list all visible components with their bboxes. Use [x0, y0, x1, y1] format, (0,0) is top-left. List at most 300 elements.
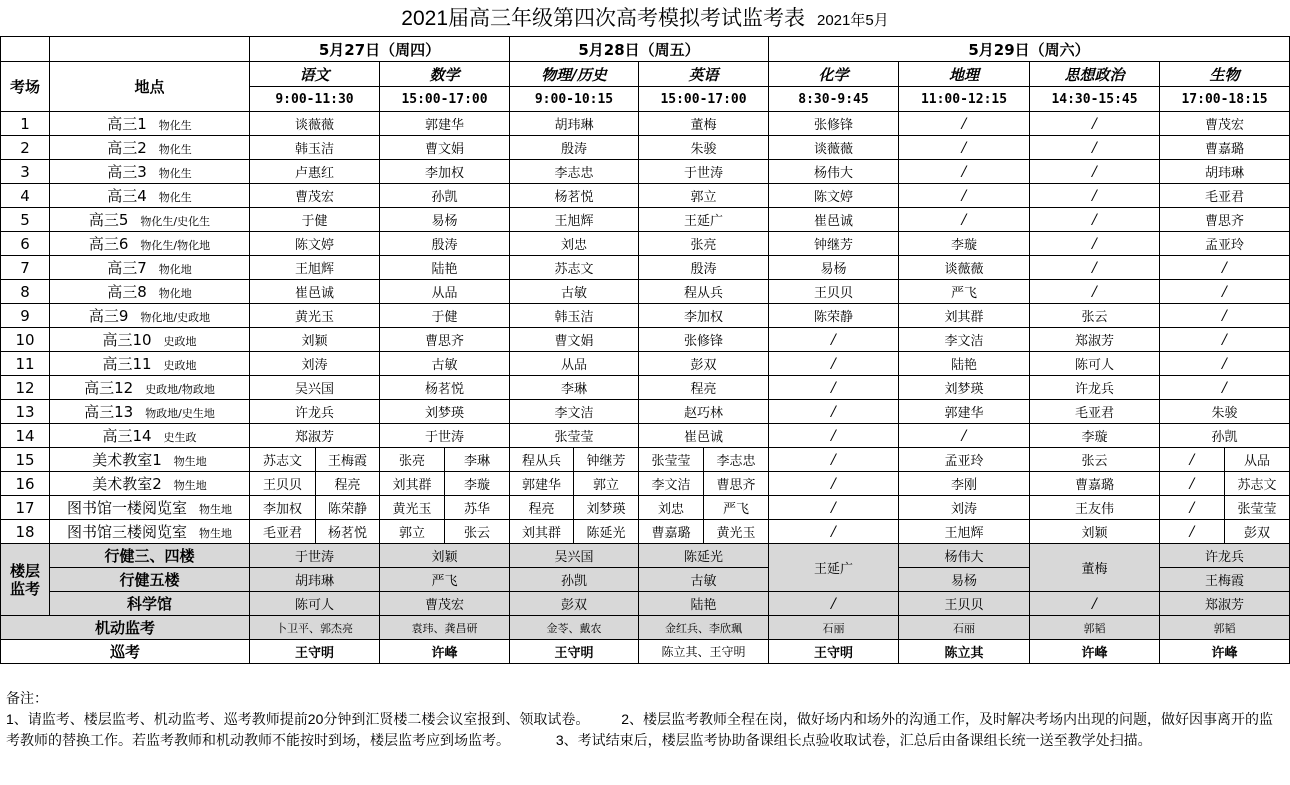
- invigilator-cell: 陆艳: [899, 352, 1030, 376]
- room-name: 高三3: [107, 163, 147, 181]
- room-tag: 物生地: [173, 479, 207, 492]
- invigilator-cell: 苏华: [445, 496, 510, 520]
- floor-row: [1, 592, 1290, 616]
- patrol-cell: 陈立其、王守明: [639, 640, 769, 664]
- room-name: 高三10: [102, 331, 152, 349]
- room-location: [50, 496, 250, 520]
- room-row: [1, 280, 1290, 304]
- invigilator-cell: 郭建华: [380, 112, 510, 136]
- title-date: 2021年5月: [817, 12, 889, 29]
- room-row: [1, 256, 1290, 280]
- invigilator-cell: 殷涛: [639, 256, 769, 280]
- patrol-cell: 陈立其: [899, 640, 1030, 664]
- patrol-cell: 许峰: [1030, 640, 1160, 664]
- time-header: 11:00-12:15: [899, 87, 1030, 112]
- invigilator-cell: 曹思齐: [704, 472, 769, 496]
- invigilator-cell: 李加权: [380, 160, 510, 184]
- invigilator-cell: /: [769, 496, 899, 520]
- invigilator-cell: 于世涛: [380, 424, 510, 448]
- invigilator-cell: /: [899, 136, 1030, 160]
- room-location: [50, 304, 250, 328]
- invigilator-cell: 王旭辉: [510, 208, 639, 232]
- room-tag: 物化生: [158, 119, 192, 132]
- invigilator-cell: 刘涛: [899, 496, 1030, 520]
- room-name: 美术教室1: [92, 451, 162, 469]
- invigilator-cell: /: [1030, 256, 1160, 280]
- invigilator-cell: 卢惠红: [250, 160, 380, 184]
- room-name: 图书馆一楼阅览室: [66, 499, 187, 517]
- room-tag: 物化生/史化生: [140, 215, 211, 228]
- room-tag: 史生政: [163, 431, 197, 444]
- floor-label: 楼层监考: [1, 544, 50, 616]
- invigilator-cell: 刘梦瑛: [574, 496, 639, 520]
- invigilator-cell: 郭立: [380, 520, 445, 544]
- room-number: 5: [1, 208, 50, 232]
- invigilator-cell: /: [769, 376, 899, 400]
- invigilator-cell: 谈薇薇: [769, 136, 899, 160]
- subject-header: 思想政治: [1030, 62, 1160, 87]
- invigilator-cell: 郑淑芳: [250, 424, 380, 448]
- room-name: 高三5: [88, 211, 129, 229]
- invigilator-cell: 朱骏: [1160, 400, 1290, 424]
- invigilator-cell: 谈薇薇: [899, 256, 1030, 280]
- invigilator-cell: 郭建华: [899, 400, 1030, 424]
- invigilator-cell: 陆艳: [380, 256, 510, 280]
- invigilator-cell: 易杨: [380, 208, 510, 232]
- floor-cell: 王贝贝: [899, 592, 1030, 616]
- invigilator-cell: 陈荣静: [316, 496, 380, 520]
- invigilator-cell: 王梅霞: [316, 448, 380, 472]
- room-tag: 物化地: [158, 263, 192, 276]
- room-tag: 物化生: [158, 191, 192, 204]
- invigilator-cell: 王延广: [639, 208, 769, 232]
- invigilator-cell: 张莹莹: [1225, 496, 1290, 520]
- invigilator-cell: 郭立: [639, 184, 769, 208]
- invigilator-cell: 杨茗悦: [380, 376, 510, 400]
- invigilator-cell: 毛亚君: [1030, 400, 1160, 424]
- invigilator-cell: 刘其群: [899, 304, 1030, 328]
- invigilator-cell: /: [1030, 232, 1160, 256]
- invigilator-cell: 李琳: [445, 448, 510, 472]
- notes: [6, 688, 1284, 751]
- invigilator-cell: /: [899, 208, 1030, 232]
- invigilator-cell: 彭双: [639, 352, 769, 376]
- floor-cell: /: [1030, 592, 1160, 616]
- room-tag: 物化地: [158, 287, 192, 300]
- room-row: [1, 520, 1290, 544]
- invigilator-cell: 张云: [445, 520, 510, 544]
- patrol-label: 巡考: [1, 640, 250, 664]
- invigilator-cell: /: [899, 112, 1030, 136]
- invigilator-cell: 崔邑诚: [639, 424, 769, 448]
- floor-cell: 胡玮琳: [250, 568, 380, 592]
- invigilation-table: [0, 36, 1290, 664]
- subject-header: 英语: [639, 62, 769, 87]
- room-number: 14: [1, 424, 50, 448]
- day-header: 5月27日（周四）: [250, 37, 510, 62]
- room-number: 18: [1, 520, 50, 544]
- invigilator-cell: 李琳: [510, 376, 639, 400]
- room-location: [50, 256, 250, 280]
- invigilator-cell: 易杨: [769, 256, 899, 280]
- subject-header: 物理/历史: [510, 62, 639, 87]
- invigilator-cell: 崔邑诚: [250, 280, 380, 304]
- invigilator-cell: 张修锋: [769, 112, 899, 136]
- patrol-cell: 王守明: [510, 640, 639, 664]
- invigilator-cell: 程亮: [639, 376, 769, 400]
- invigilator-cell: 王旭辉: [250, 256, 380, 280]
- room-row: [1, 232, 1290, 256]
- invigilator-cell: 黄光玉: [704, 520, 769, 544]
- invigilator-cell: 张亮: [380, 448, 445, 472]
- room-name: 高三9: [88, 307, 129, 325]
- invigilator-cell: 陈荣静: [769, 304, 899, 328]
- invigilator-cell: 苏志文: [250, 448, 316, 472]
- invigilator-cell: 李加权: [250, 496, 316, 520]
- floor-row: [1, 544, 1290, 568]
- room-location: [50, 280, 250, 304]
- invigilator-cell: 张莹莹: [510, 424, 639, 448]
- invigilator-cell: 李文洁: [899, 328, 1030, 352]
- invigilator-cell: 崔邑诚: [769, 208, 899, 232]
- floor-name: 行健五楼: [50, 568, 250, 592]
- floor-cell: 郑淑芳: [1160, 592, 1290, 616]
- room-number: 3: [1, 160, 50, 184]
- invigilator-cell: 彭双: [1225, 520, 1290, 544]
- notes-text: 1、请监考、楼层监考、机动监考、巡考教师提前20分钟到汇贤楼二楼会议室报到、领取试卷。 2、楼层监考教师全程在岗，做好场内和场外的沟通工作，及时解决考场内出现的问题，做好因事离开的监考教师的替换工作。若监考教师和机动教师不能按时到场，楼层监考应到场监考。 3、考试结束后，楼层监考协助备课组长点验收取试卷，汇总后由备课组长统一送至教学处扫描。: [6, 711, 1274, 748]
- invigilator-cell: /: [1160, 280, 1290, 304]
- mobile-cell: 金红兵、李欣珮: [639, 616, 769, 640]
- room-name: 高三7: [107, 259, 147, 277]
- location-header: 地点: [50, 62, 250, 112]
- invigilator-cell: /: [769, 472, 899, 496]
- invigilator-cell: 赵巧林: [639, 400, 769, 424]
- invigilator-cell: /: [769, 352, 899, 376]
- invigilator-cell: 胡玮琳: [510, 112, 639, 136]
- invigilator-cell: 刘忠: [510, 232, 639, 256]
- invigilator-cell: 陈延光: [574, 520, 639, 544]
- room-name: 高三2: [107, 139, 147, 157]
- invigilator-cell: /: [1160, 472, 1225, 496]
- room-row: [1, 472, 1290, 496]
- invigilator-cell: /: [1160, 520, 1225, 544]
- header-row-subjects: [1, 62, 1290, 87]
- invigilator-cell: 曹思齐: [380, 328, 510, 352]
- title-text: 2021届高三年级第四次高考模拟考试监考表: [401, 7, 805, 30]
- floor-cell: 杨伟大: [899, 544, 1030, 568]
- invigilator-cell: /: [1160, 352, 1290, 376]
- invigilator-cell: 李刚: [899, 472, 1030, 496]
- floor-cell: 孙凯: [510, 568, 639, 592]
- room-location: [50, 112, 250, 136]
- invigilator-cell: 黄光玉: [380, 496, 445, 520]
- invigilator-cell: 吴兴国: [250, 376, 380, 400]
- invigilator-cell: /: [1030, 136, 1160, 160]
- invigilator-cell: 李璇: [445, 472, 510, 496]
- invigilator-cell: 李志忠: [704, 448, 769, 472]
- invigilator-cell: /: [1160, 448, 1225, 472]
- invigilator-cell: 孟亚玲: [1160, 232, 1290, 256]
- invigilator-cell: /: [1030, 184, 1160, 208]
- room-number: 8: [1, 280, 50, 304]
- invigilator-cell: 孙凯: [380, 184, 510, 208]
- room-location: [50, 400, 250, 424]
- floor-cell: 陆艳: [639, 592, 769, 616]
- patrol-cell: 王守明: [250, 640, 380, 664]
- rooms-body: [1, 112, 1290, 448]
- invigilator-cell: 李志忠: [510, 160, 639, 184]
- invigilator-cell: 张修锋: [639, 328, 769, 352]
- patrol-cell: 许峰: [1160, 640, 1290, 664]
- room-number: 13: [1, 400, 50, 424]
- room-location: [50, 424, 250, 448]
- invigilator-cell: 孙凯: [1160, 424, 1290, 448]
- time-header: 9:00-10:15: [510, 87, 639, 112]
- invigilator-cell: 刘颖: [250, 328, 380, 352]
- invigilator-cell: 曹嘉璐: [639, 520, 704, 544]
- patrol-cell: 王守明: [769, 640, 899, 664]
- invigilator-cell: 张莹莹: [639, 448, 704, 472]
- floor-chem-cell: 王延广: [769, 544, 899, 592]
- room-tag: 史政地: [163, 335, 197, 348]
- room-location: [50, 376, 250, 400]
- room-row: [1, 352, 1290, 376]
- room-name: 高三12: [84, 379, 134, 397]
- floor-name: 行健三、四楼: [50, 544, 250, 568]
- invigilator-cell: 杨伟大: [769, 160, 899, 184]
- invigilator-cell: 钟继芳: [769, 232, 899, 256]
- room-row: [1, 160, 1290, 184]
- invigilator-cell: /: [1160, 328, 1290, 352]
- invigilator-cell: 毛亚君: [1160, 184, 1290, 208]
- invigilator-cell: 古敏: [510, 280, 639, 304]
- time-header: 17:00-18:15: [1160, 87, 1290, 112]
- room-location: [50, 184, 250, 208]
- time-header: 15:00-17:00: [380, 87, 510, 112]
- invigilator-cell: 刘其群: [380, 472, 445, 496]
- room-tag: 史政地/物政地: [145, 383, 215, 396]
- day-header: 5月29日（周六）: [769, 37, 1290, 62]
- room-tag: 物生地: [199, 503, 232, 516]
- floor-name: 科学馆: [50, 592, 250, 616]
- floor-pol-cell: 董梅: [1030, 544, 1160, 592]
- invigilator-cell: 曹嘉璐: [1160, 136, 1290, 160]
- day-header: 5月28日（周五）: [510, 37, 769, 62]
- invigilator-cell: 刘颖: [1030, 520, 1160, 544]
- invigilator-cell: 毛亚君: [250, 520, 316, 544]
- room-number: 17: [1, 496, 50, 520]
- invigilator-cell: 李加权: [639, 304, 769, 328]
- floor-cell: 严飞: [380, 568, 510, 592]
- floor-cell: 许龙兵: [1160, 544, 1290, 568]
- room-name: 高三13: [84, 403, 134, 421]
- invigilator-cell: 程亮: [316, 472, 380, 496]
- invigilator-cell: 韩玉洁: [250, 136, 380, 160]
- invigilator-cell: 曹思齐: [1160, 208, 1290, 232]
- subject-header: 语文: [250, 62, 380, 87]
- invigilator-cell: 韩玉洁: [510, 304, 639, 328]
- invigilator-cell: 殷涛: [380, 232, 510, 256]
- room-number: 12: [1, 376, 50, 400]
- floor-body: [1, 544, 1290, 616]
- invigilator-cell: 钟继芳: [574, 448, 639, 472]
- room-tag: 物政地/史生地: [145, 407, 215, 420]
- room-tag: 物生地: [173, 455, 207, 468]
- room-name: 高三4: [107, 187, 147, 205]
- invigilator-cell: /: [1030, 112, 1160, 136]
- room-name: 图书馆三楼阅览室: [66, 523, 187, 541]
- header-row-days: [1, 37, 1290, 62]
- room-number: 16: [1, 472, 50, 496]
- room-location: [50, 160, 250, 184]
- invigilator-cell: 李文洁: [639, 472, 704, 496]
- invigilator-cell: 李文洁: [510, 400, 639, 424]
- invigilator-cell: /: [1030, 280, 1160, 304]
- patrol-cell: 许峰: [380, 640, 510, 664]
- room-row: [1, 376, 1290, 400]
- room-name: 高三14: [102, 427, 152, 445]
- invigilator-cell: 胡玮琳: [1160, 160, 1290, 184]
- corner-cell: [1, 37, 50, 62]
- invigilator-cell: /: [1160, 304, 1290, 328]
- mobile-cell: 袁玮、龚昌研: [380, 616, 510, 640]
- room-location: [50, 520, 250, 544]
- invigilator-cell: 郭立: [574, 472, 639, 496]
- room-location: [50, 352, 250, 376]
- invigilator-cell: 王旭辉: [899, 520, 1030, 544]
- time-header: 14:30-15:45: [1030, 87, 1160, 112]
- room-row: [1, 304, 1290, 328]
- room-row: [1, 112, 1290, 136]
- room-row: [1, 424, 1290, 448]
- invigilator-cell: 古敏: [380, 352, 510, 376]
- floor-cell: 刘颖: [380, 544, 510, 568]
- invigilator-cell: 张云: [1030, 448, 1160, 472]
- room-location: [50, 208, 250, 232]
- invigilator-cell: /: [769, 400, 899, 424]
- invigilator-cell: 从品: [1225, 448, 1290, 472]
- invigilator-cell: 许龙兵: [1030, 376, 1160, 400]
- room-tag: 物生地: [199, 527, 232, 540]
- room-number: 10: [1, 328, 50, 352]
- room-location: [50, 136, 250, 160]
- room-name: 高三6: [88, 235, 129, 253]
- invigilator-cell: 许龙兵: [250, 400, 380, 424]
- subject-header: 数学: [380, 62, 510, 87]
- invigilator-cell: 苏志文: [1225, 472, 1290, 496]
- invigilator-cell: 王友伟: [1030, 496, 1160, 520]
- room-number: 11: [1, 352, 50, 376]
- invigilator-cell: /: [1160, 376, 1290, 400]
- invigilator-cell: 曹茂宏: [250, 184, 380, 208]
- invigilator-cell: 陈文婷: [769, 184, 899, 208]
- patrol-row: [1, 640, 1290, 664]
- mobile-patrol-body: [1, 616, 1290, 664]
- floor-cell: 易杨: [899, 568, 1030, 592]
- time-header: 9:00-11:30: [250, 87, 380, 112]
- invigilator-cell: /: [899, 160, 1030, 184]
- invigilator-cell: /: [1160, 496, 1225, 520]
- time-header: 15:00-17:00: [639, 87, 769, 112]
- invigilator-cell: 严飞: [704, 496, 769, 520]
- invigilator-cell: 王贝贝: [250, 472, 316, 496]
- invigilator-cell: 程亮: [510, 496, 574, 520]
- subject-header: 生物: [1160, 62, 1290, 87]
- invigilator-cell: /: [899, 184, 1030, 208]
- invigilator-cell: 李璇: [899, 232, 1030, 256]
- time-header: 8:30-9:45: [769, 87, 899, 112]
- mobile-cell: 卜卫平、郭杰亮: [250, 616, 380, 640]
- invigilator-cell: 张云: [1030, 304, 1160, 328]
- room-location: [50, 448, 250, 472]
- room-location: [50, 328, 250, 352]
- invigilator-cell: 陈文婷: [250, 232, 380, 256]
- room-location: [50, 232, 250, 256]
- room-row: [1, 208, 1290, 232]
- split-rooms-body: [1, 448, 1290, 544]
- room-row: [1, 184, 1290, 208]
- corner-cell: [50, 37, 250, 62]
- room-row: [1, 136, 1290, 160]
- floor-cell: 曹茂宏: [380, 592, 510, 616]
- room-row: [1, 328, 1290, 352]
- mobile-cell: 金苓、戴农: [510, 616, 639, 640]
- invigilator-cell: /: [1030, 160, 1160, 184]
- invigilator-cell: 曹嘉璐: [1030, 472, 1160, 496]
- mobile-cell: 石丽: [769, 616, 899, 640]
- invigilator-cell: 朱骏: [639, 136, 769, 160]
- room-number: 9: [1, 304, 50, 328]
- room-name: 高三1: [107, 115, 147, 133]
- invigilator-cell: 曹文娟: [510, 328, 639, 352]
- invigilator-cell: 李璇: [1030, 424, 1160, 448]
- room-number: 2: [1, 136, 50, 160]
- room-row: [1, 448, 1290, 472]
- room-header: 考场: [1, 62, 50, 112]
- invigilator-cell: /: [899, 424, 1030, 448]
- room-tag: 物化生: [158, 167, 192, 180]
- invigilator-cell: 刘涛: [250, 352, 380, 376]
- invigilator-cell: /: [769, 448, 899, 472]
- sheet-title: [0, 0, 1290, 36]
- room-number: 7: [1, 256, 50, 280]
- subject-header: 化学: [769, 62, 899, 87]
- room-row: [1, 400, 1290, 424]
- invigilator-cell: 孟亚玲: [899, 448, 1030, 472]
- invigilator-cell: 刘其群: [510, 520, 574, 544]
- room-number: 15: [1, 448, 50, 472]
- invigilator-cell: 郭建华: [510, 472, 574, 496]
- room-tag: 史政地: [163, 359, 197, 372]
- room-tag: 物化地/史政地: [140, 311, 211, 324]
- invigilator-cell: 于健: [250, 208, 380, 232]
- floor-cell: 于世涛: [250, 544, 380, 568]
- room-tag: 物化生: [158, 143, 192, 156]
- invigilator-cell: 曹文娟: [380, 136, 510, 160]
- mobile-cell: 郭韬: [1030, 616, 1160, 640]
- room-name: 美术教室2: [92, 475, 162, 493]
- floor-cell: 陈延光: [639, 544, 769, 568]
- invigilator-cell: /: [1030, 208, 1160, 232]
- mobile-label: 机动监考: [1, 616, 250, 640]
- floor-cell: 彭双: [510, 592, 639, 616]
- invigilator-cell: 杨茗悦: [316, 520, 380, 544]
- invigilator-cell: 谈薇薇: [250, 112, 380, 136]
- invigilator-cell: 严飞: [899, 280, 1030, 304]
- invigilator-cell: 程从兵: [639, 280, 769, 304]
- room-number: 4: [1, 184, 50, 208]
- invigilator-cell: 曹茂宏: [1160, 112, 1290, 136]
